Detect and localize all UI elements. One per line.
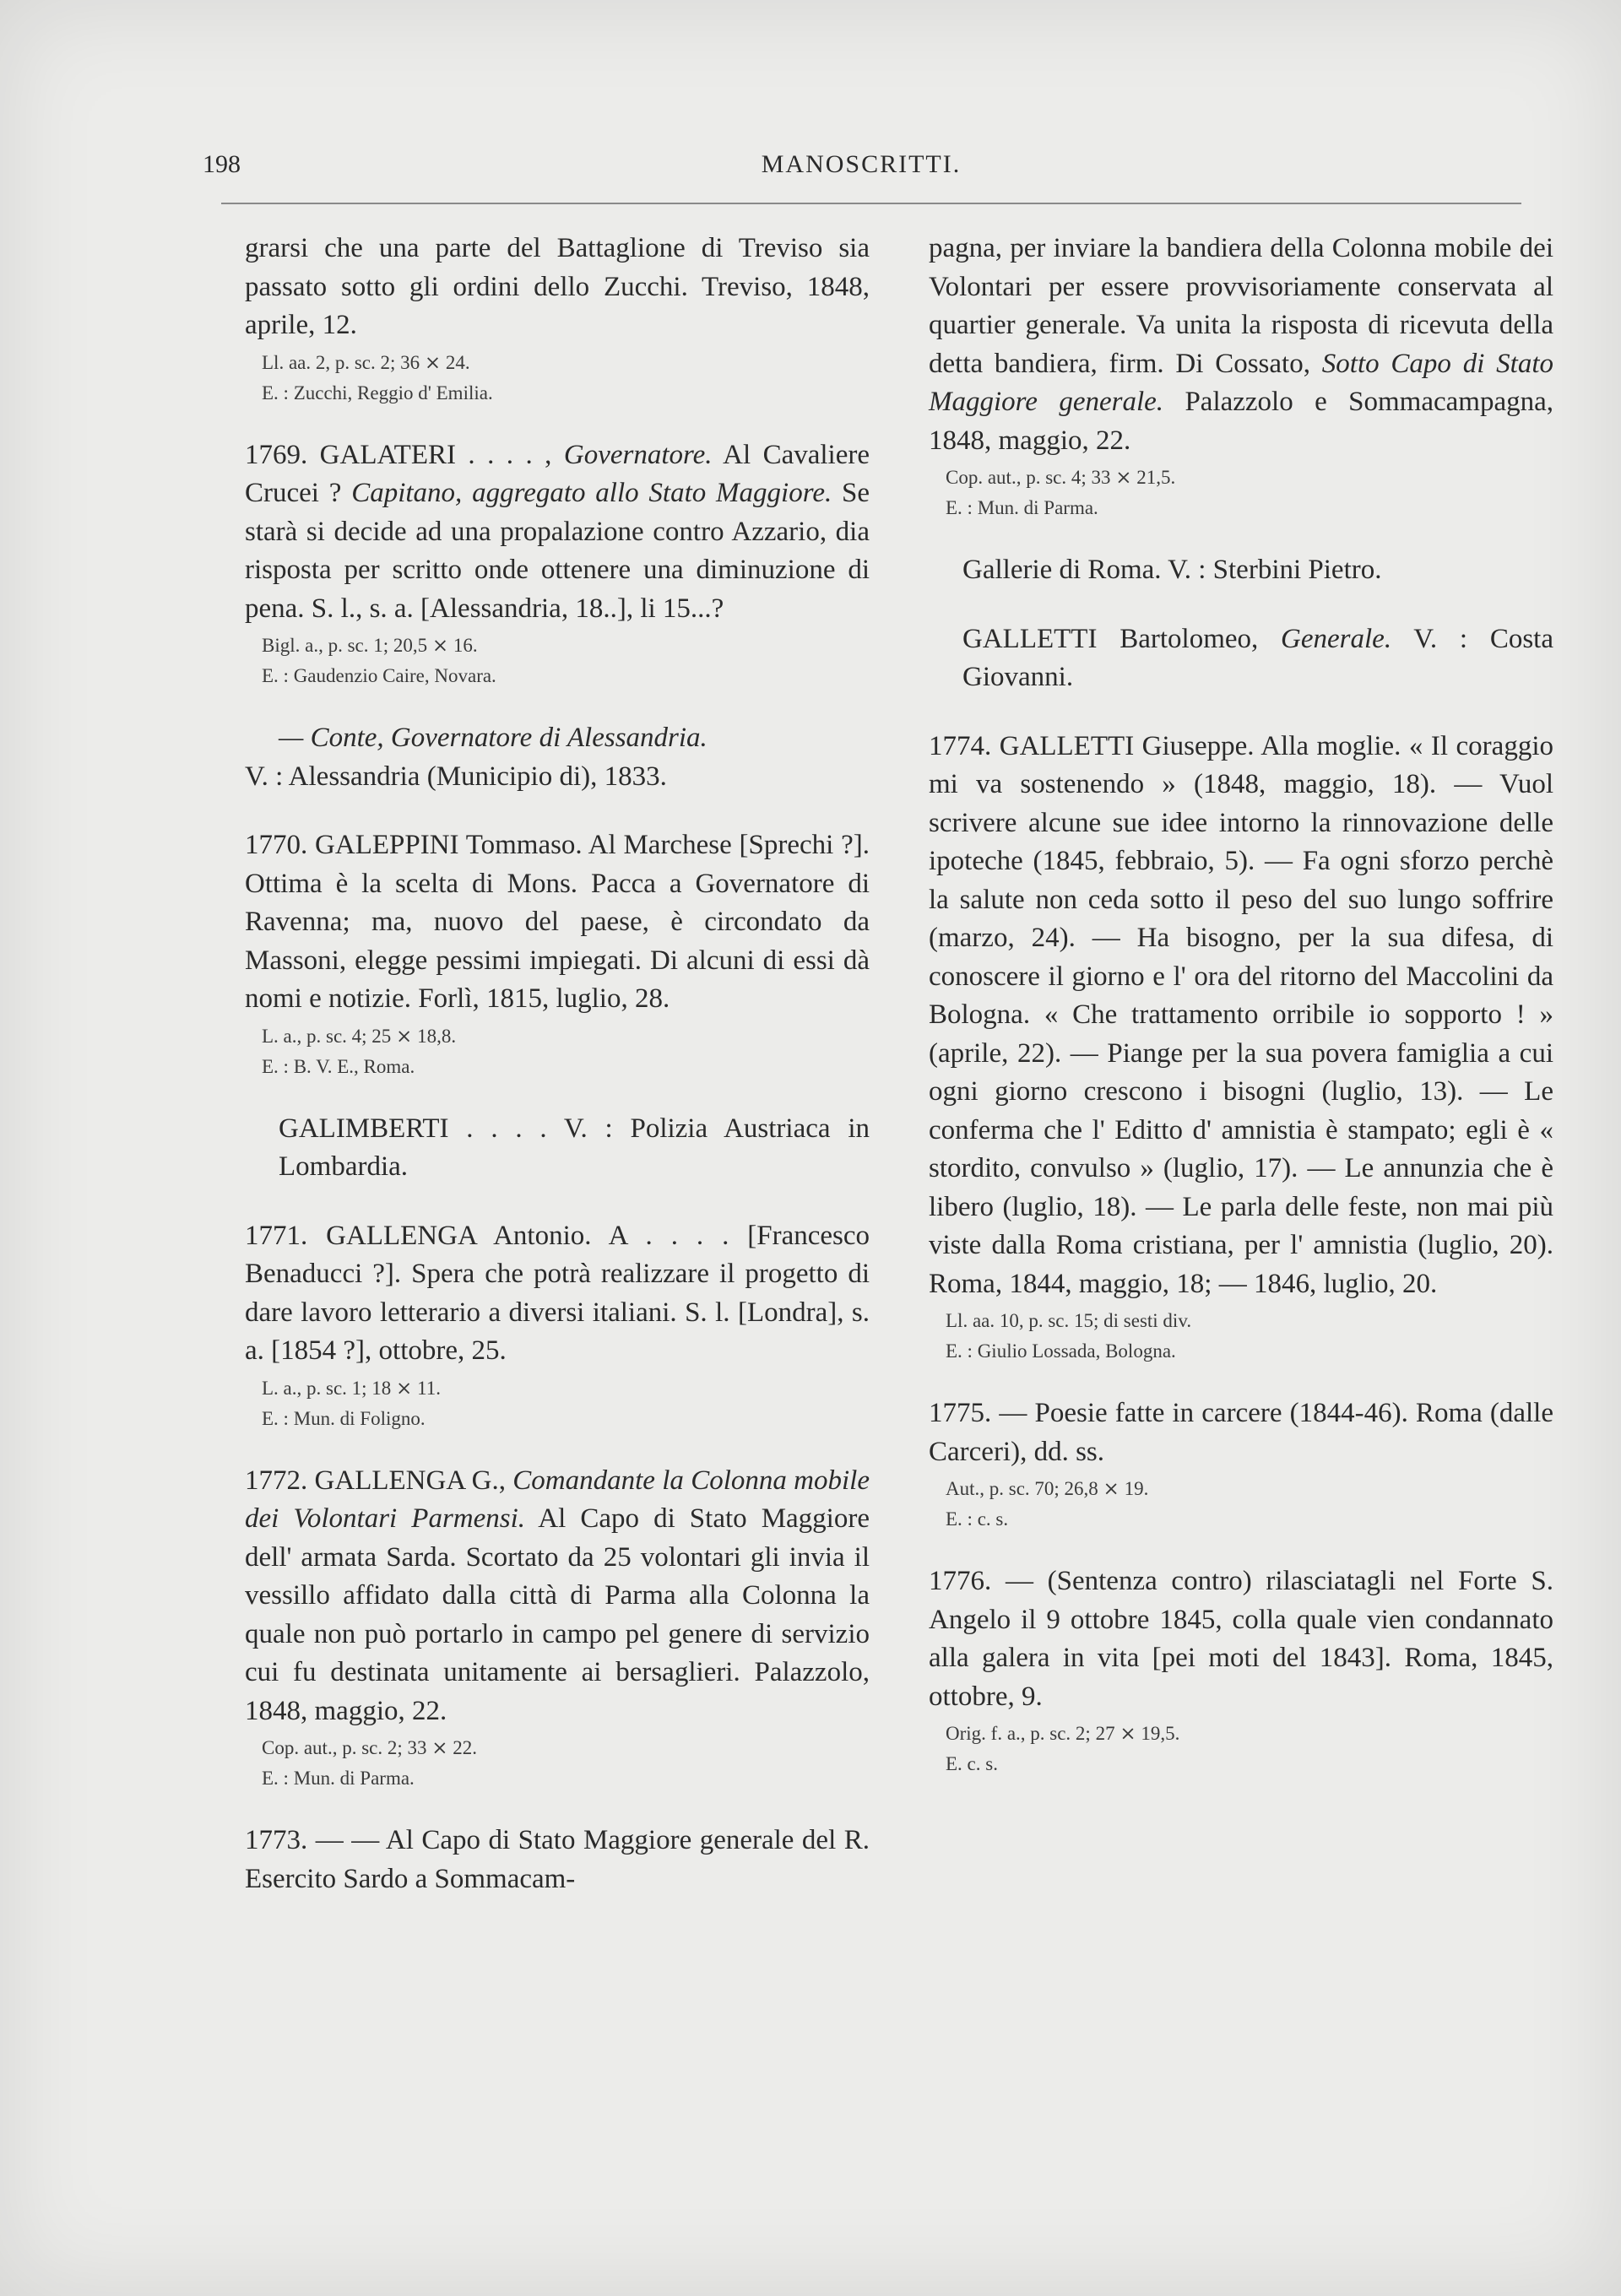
entry-owner: E. : Mun. di Parma. bbox=[262, 1768, 415, 1789]
entry-text: 1776. — (Sentenza contro) rilasciatagli nel Forte S. Angelo il 9 ottobre 1845, colla quale vien condannato alla galera in vita [pei moti del 1843]. Roma, 1845, ottobre, 9. bbox=[929, 1566, 1553, 1712]
entry-recipient-role: Capitano, aggregato allo Stato Maggiore. bbox=[351, 478, 832, 508]
entry-1770 bbox=[245, 826, 870, 1080]
entry-owner: E. : Gaudenzio Caire, Novara. bbox=[262, 665, 496, 686]
xref-role: Generale. bbox=[1281, 623, 1392, 654]
entry-owner: E. : Mun. di Foligno. bbox=[262, 1407, 426, 1429]
cross-reference-galimberti bbox=[245, 1110, 870, 1187]
entry-role: Governatore. bbox=[563, 439, 713, 470]
entry-owner: E. : Giulio Lossada, Bologna. bbox=[946, 1340, 1176, 1362]
cross-reference-galletti-bartolomeo bbox=[929, 620, 1553, 697]
entry-summary: pagna, per inviare la bandiera della Colonna mobile dei Volontari per essere provvisoriamente conservata al quartier generale. Va unita la risposta di ricevuta della detta bandiera, firm. Di Cossato, bbox=[929, 233, 1553, 379]
entry-physical-desc: Cop. aut., p. sc. 4; 33 ⨯ 21,5. bbox=[946, 467, 1176, 488]
entry-physical-desc: Ll. aa. 10, p. sc. 15; di sesti div. bbox=[946, 1310, 1192, 1331]
page-header bbox=[203, 150, 1520, 184]
cross-reference-galateri-conte bbox=[245, 719, 870, 796]
entry-text bbox=[245, 1462, 870, 1731]
entry-owner: E. : c. s. bbox=[946, 1508, 1009, 1530]
entry-physical-desc: Cop. aut., p. sc. 2; 33 ⨯ 22. bbox=[262, 1737, 478, 1758]
entry-physical-desc: L. a., p. sc. 4; 25 ⨯ 18,8. bbox=[262, 1025, 457, 1047]
entry-summary: Al Capo di Stato Maggiore dell' armata Sarda. Scortato da 25 volontari gli invia il vessillo affidato dalla città di Parma alla Colonna la quale non può portarlo in campo pel genere di servizio cui fu destinata unitamente ai bersaglieri. Palazzolo, 1848, maggio, 22. bbox=[245, 1503, 870, 1726]
entry-1773 bbox=[245, 1822, 870, 1898]
cross-reference-gallerie bbox=[929, 551, 1553, 590]
xref-name: GALLETTI Bartolomeo, bbox=[962, 623, 1259, 654]
entry-1771 bbox=[245, 1217, 870, 1432]
entry-owner: E. : Mun. di Parma. bbox=[946, 497, 1098, 518]
entry-recipient: Al Cavaliere Crucei ? bbox=[245, 439, 870, 508]
entry-physical-desc: Ll. aa. 2, p. sc. 2; 36 ⨯ 24. bbox=[262, 351, 470, 373]
right-column bbox=[929, 230, 1553, 1807]
xref-title bbox=[279, 719, 870, 758]
entry-text: 1773. — — Al Capo di Stato Maggiore generale del R. Esercito Sardo a Sommacam- bbox=[245, 1825, 870, 1894]
xref-text bbox=[962, 620, 1553, 697]
entry-heading: 1772. GALLENGA G., bbox=[245, 1465, 506, 1496]
entry-place-date: Palazzolo e Sommacampagna, 1848, maggio, 22. bbox=[929, 387, 1554, 456]
entry-1773-continued bbox=[929, 230, 1553, 521]
entry-text: 1770. GALEPPINI Tommaso. Al Marchese [Sprechi ?]. Ottima è la scelta di Mons. Pacca a Governatore di Ravenna; ma, nuovo del paese, è circondato da Massoni, elegge pessimi impiegati. Di alcuni di essi dà nomi e notizie. Forlì, 1815, luglio, 28. bbox=[245, 830, 870, 1014]
entry-heading: 1769. GALATERI . . . . , bbox=[245, 439, 552, 470]
xref-target: V. : Alessandria (Municipio di), 1833. bbox=[245, 761, 667, 792]
entry-text bbox=[245, 436, 870, 629]
entry-1774 bbox=[929, 728, 1553, 1365]
xref-target: V. : Costa Giovanni. bbox=[962, 623, 1553, 692]
entry-owner: E. c. s. bbox=[946, 1753, 998, 1774]
left-column bbox=[245, 230, 870, 1929]
entry-continued bbox=[245, 230, 870, 406]
entry-1772 bbox=[245, 1462, 870, 1792]
running-title: MANOSCRITTI. bbox=[761, 150, 962, 178]
page-number: 198 bbox=[203, 150, 241, 178]
header-rule bbox=[221, 203, 1521, 204]
entry-1776 bbox=[929, 1562, 1553, 1777]
entry-text: grarsi che una parte del Battaglione di Treviso sia passato sotto gli ordini dello Zucchi. Treviso, 1848, aprile, 12. bbox=[245, 233, 870, 340]
entry-physical-desc: Aut., p. sc. 70; 26,8 ⨯ 19. bbox=[946, 1478, 1149, 1499]
xref-text: Gallerie di Roma. V. : Sterbini Pietro. bbox=[962, 555, 1382, 585]
entry-physical-desc: Orig. f. a., p. sc. 2; 27 ⨯ 19,5. bbox=[946, 1723, 1180, 1744]
xref-text: GALIMBERTI . . . . V. : Polizia Austriaca in Lombardia. bbox=[279, 1113, 870, 1182]
entry-physical-desc: Bigl. a., p. sc. 1; 20,5 ⨯ 16. bbox=[262, 635, 478, 656]
entry-1775 bbox=[929, 1394, 1553, 1532]
entry-owner: E. : B. V. E., Roma. bbox=[262, 1055, 415, 1077]
entry-text: 1771. GALLENGA Antonio. A . . . . [Francesco Benaducci ?]. Spera che potrà realizzare il progetto di dare lavoro letterario a diversi italiani. S. l. [Londra], s. a. [1854 ?], ottobre, 25. bbox=[245, 1220, 870, 1366]
entry-text: 1775. — Poesie fatte in carcere (1844-46). Roma (dalle Carceri), dd. ss. bbox=[929, 1398, 1553, 1467]
entry-signer-role: Sotto Capo di Stato Maggiore generale. bbox=[929, 348, 1554, 417]
entry-role: Comandante la Colonna mobile dei Volontari Parmensi. bbox=[245, 1465, 870, 1534]
entry-text: 1774. GALLETTI Giuseppe. Alla moglie. « Il coraggio mi va sostenendo » (1848, maggio, 18). — Vuol scrivere alcune sue idee intorno la rinnovazione delle ipoteche (1845, febbraio, 5). — Fa ogni sforzo perchè la salute non ceda sotto il peso del suo lungo soffrire (marzo, 24). — Ha bisogno, per la sua difesa, di conoscere il giorno e l' ora del ritorno del Maccolini da Bologna. « Che trattamento orribile io sopporto ! » (aprile, 22). — Piange per la sua povera famiglia a cui ogni giorno crescono i bisogni (luglio, 13). — Le conferma che l' Editto d' amnistia è stampato; egli è « stordito, convulso » (luglio, 17). — Le annunzia che è libero (luglio, 18). — Le parla delle feste, non mai più viste dalla Roma cristiana, per l' amnistia (luglio, 20). Roma, 1844, maggio, 18; — 1846, luglio, 20. bbox=[929, 730, 1553, 1299]
entry-owner: E. : Zucchi, Reggio d' Emilia. bbox=[262, 382, 493, 403]
xref-role: — Conte, Governatore di Alessandria. bbox=[279, 723, 707, 753]
entry-physical-desc: L. a., p. sc. 1; 18 ⨯ 11. bbox=[262, 1377, 441, 1399]
entry-1769 bbox=[245, 436, 870, 690]
entry-summary: Se starà si decide ad una propalazione contro Azzario, dia risposta per scritto onde ottenere una diminuzione di pena. S. l., s. a. [Alessandria, 18..], li 15...? bbox=[245, 478, 870, 624]
entry-text bbox=[929, 230, 1553, 460]
